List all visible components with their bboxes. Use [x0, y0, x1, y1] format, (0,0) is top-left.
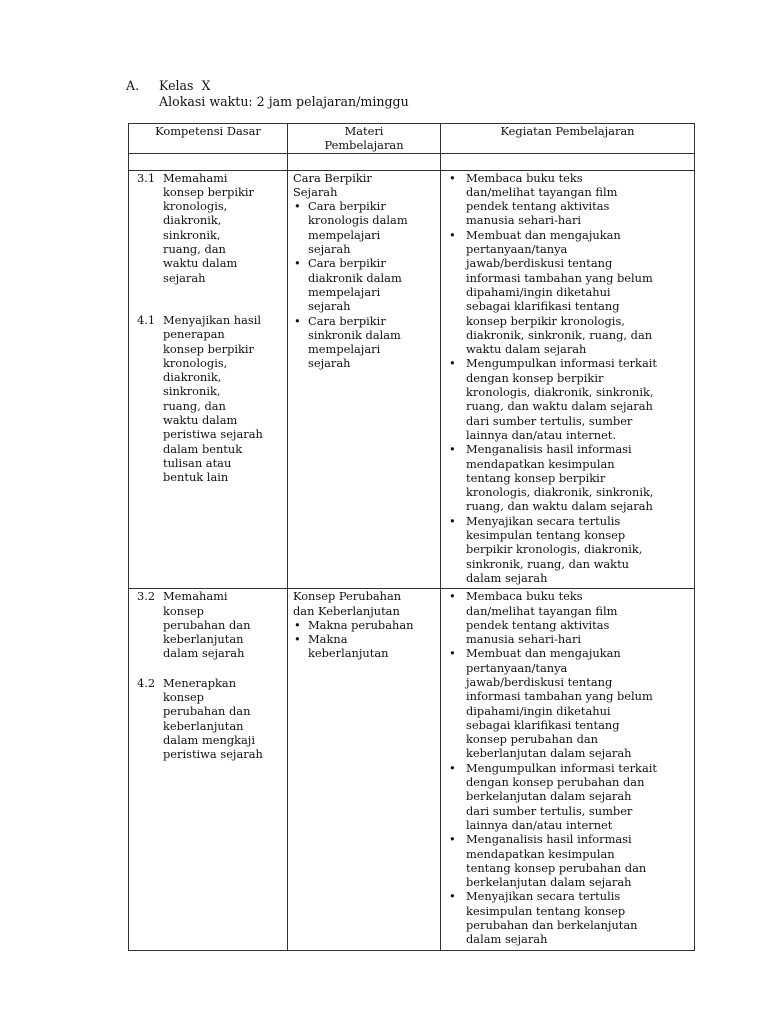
kd-text: Menerapkan konsep perubahan dan keberlanjutan dalam mengkaji peristiwa sejarah: [163, 675, 263, 762]
kd-item: [137, 171, 283, 285]
section-heading: [126, 78, 409, 110]
kompetensi-cell: [129, 170, 288, 589]
list-item: • Makna keberlanjutan: [293, 632, 436, 661]
spacer-cell: [441, 153, 695, 170]
list-item: • Menganalisis hasil informasi mendapatkan kesimpulan tentang konsep perubahan dan berkelanjutan dalam sejarah: [446, 832, 690, 889]
kegiatan-cell: [441, 589, 695, 950]
kd-item: [137, 676, 283, 762]
materi-title: Cara Berpikir Sejarah: [293, 170, 372, 199]
header-materi: Materi Pembelajaran: [288, 124, 441, 154]
table-row: [129, 589, 695, 950]
kd-number: 4.1: [137, 312, 156, 327]
kegiatan-list: [446, 171, 690, 586]
list-item: • Cara berpikir diakronik dalam mempelajari sejarah: [293, 256, 436, 313]
materi-list: [293, 618, 436, 661]
table-header-row: [129, 124, 695, 154]
kd-number: 3.2: [137, 589, 156, 604]
list-item: • Cara berpikir kronologis dalam mempelajari sejarah: [293, 199, 436, 256]
list-item: • Membuat dan mengajukan pertanyaan/tanya jawab/berdiskusi tentang informasi tambahan yang belum dipahami/ingin diketahui sebagai klarifikasi tentang konsep berpikir kronologis, diakronik, sinkronik, ruang, dan waktu dalam sejarah: [446, 228, 690, 357]
list-item: • Membaca buku teks dan/melihat tayangan film pendek tentang aktivitas manusia sehari-hari: [446, 171, 690, 228]
list-item: • Makna perubahan: [293, 618, 436, 632]
kd-text: Memahami konsep berpikir kronologis, diakronik, sinkronik, ruang, dan waktu dalam sejarah: [163, 170, 254, 285]
materi-cell: [288, 170, 441, 589]
section-letter: A.: [126, 78, 140, 93]
spacer-cell: [129, 153, 288, 170]
table-row: [129, 170, 695, 589]
spacer-row: [129, 153, 695, 170]
header-kegiatan: Kegiatan Pembelajaran: [441, 124, 695, 154]
class-title: Kelas X: [159, 78, 211, 93]
materi-title: Konsep Perubahan dan Keberlanjutan: [293, 589, 402, 618]
list-item: • Mengumpulkan informasi terkait dengan konsep perubahan dan berkelanjutan dalam sejarah dari sumber tertulis, sumber lainnya dan/atau internet: [446, 761, 690, 832]
kompetensi-cell: [129, 589, 288, 950]
kd-text: Memahami konsep perubahan dan keberlanjutan dalam sejarah: [163, 589, 251, 661]
kd-text: Menyajikan hasil penerapan konsep berpikir kronologis, diakronik, sinkronik, ruang, dan waktu dalam peristiwa sejarah dalam bentuk tulisan atau bentuk lain: [163, 312, 263, 485]
list-item: • Membaca buku teks dan/melihat tayangan film pendek tentang aktivitas manusia sehari-hari: [446, 589, 690, 646]
kd-number: 4.2: [137, 675, 156, 690]
kd-number: 3.1: [137, 170, 156, 185]
kegiatan-cell: [441, 170, 695, 589]
list-item: • Cara berpikir sinkronik dalam mempelajari sejarah: [293, 314, 436, 371]
materi-cell: [288, 589, 441, 950]
list-item: • Menyajikan secara tertulis kesimpulan tentang konsep perubahan dan berkelanjutan dalam sejarah: [446, 889, 690, 946]
header-kompetensi: Kompetensi Dasar: [129, 124, 288, 154]
syllabus-table: [128, 123, 695, 951]
time-allocation: Alokasi waktu: 2 jam pelajaran/minggu: [159, 94, 409, 109]
materi-list: [293, 199, 436, 371]
list-item: • Menyajikan secara tertulis kesimpulan tentang konsep berpikir kronologis, diakronik, sinkronik, ruang, dan waktu dalam sejarah: [446, 514, 690, 585]
kd-item: [137, 589, 283, 660]
list-item: • Menganalisis hasil informasi mendapatkan kesimpulan tentang konsep berpikir kronologis, diakronik, sinkronik, ruang, dan waktu dalam sejarah: [446, 442, 690, 513]
kegiatan-list: [446, 589, 690, 946]
spacer-cell: [288, 153, 441, 170]
list-item: • Mengumpulkan informasi terkait dengan konsep berpikir kronologis, diakronik, sinkronik, ruang, dan waktu dalam sejarah dari sumber tertulis, sumber lainnya dan/atau internet.: [446, 356, 690, 442]
kd-item: [137, 313, 283, 485]
list-item: • Membuat dan mengajukan pertanyaan/tanya jawab/berdiskusi tentang informasi tambahan yang belum dipahami/ingin diketahui sebagai klarifikasi tentang konsep perubahan dan keberlanjutan dalam sejarah: [446, 646, 690, 760]
